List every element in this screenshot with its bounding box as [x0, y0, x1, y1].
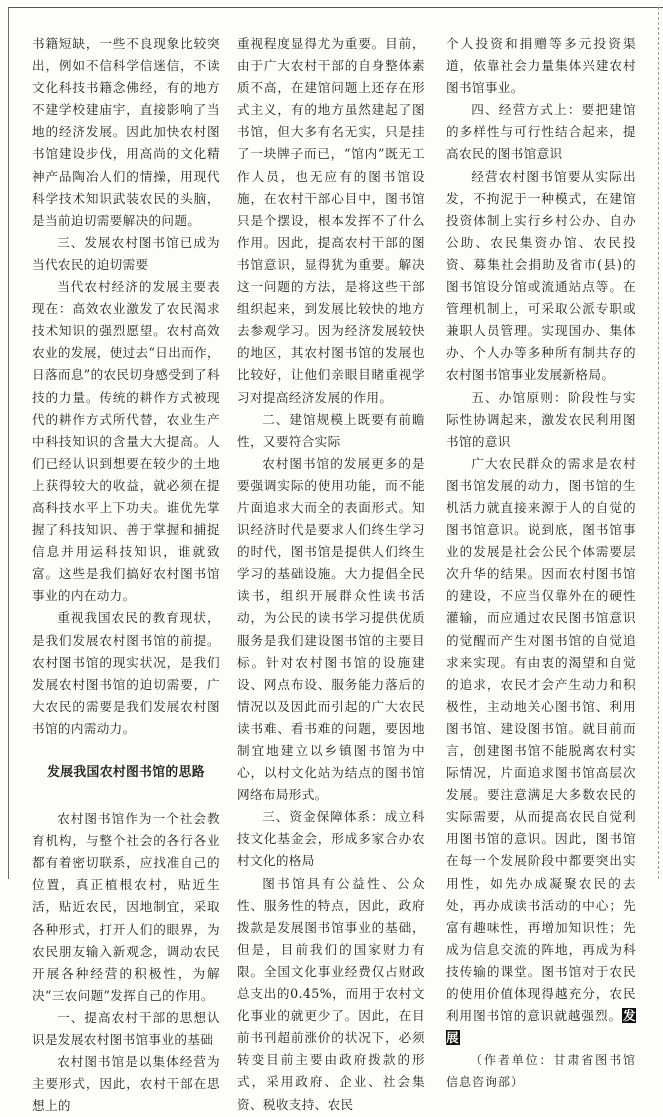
- final-paragraph: [446, 453, 636, 1050]
- subheading-3-funding: 三、资金保障体系：成立科技文化基金会，形成多家合办农村文化的格局: [237, 809, 425, 869]
- left-column: [32, 33, 220, 1117]
- paragraph: 图书馆具有公益性、公众性、服务性的特点，因此，政府拨款是发展图书馆事业的基础，但是，目前我们的国家财力有限。全国文化事业经费仅占财政总支出的0.45%，而用于农村文化事业的就更少了。因此，在目前书刊超前涨价的状况下，必须转变目前主要由政府拨款的形式，采用政府、企业、社会集资、税收支持、农民: [237, 875, 425, 1112]
- paragraph: 书籍短缺，一些不良现象比较突出，例如不信科学信迷信，不读文化科技书籍念佛经，有的地方不建学校建庙宇，直接影响了当地的经济发展。因此加快农村图书馆建设步伐，用高尚的文化精神产品陶冶人们的情操，用现代科学技术知识武装农民的头脑，是当前迫切需要解决的问题。: [32, 36, 220, 228]
- subheading-1: 一、提高农村干部的思想认识是发展农村图书馆事业的基础: [32, 1009, 220, 1048]
- subheading-5: 五、办馆原则：阶段性与实际性协调起来，激发农民利用图书馆的意识: [446, 389, 636, 449]
- subheading-2: 二、建馆规模上既要有前瞻性，又要符合实际: [237, 411, 425, 449]
- left-page-edge: [8, 7, 9, 879]
- right-page-edge: [658, 7, 659, 879]
- middle-column: [237, 33, 425, 1116]
- author-affiliation: （作者单位：甘肃省图书馆信息咨询部）: [446, 1053, 636, 1090]
- section-title: 发展我国农村图书馆的思路: [47, 765, 205, 780]
- paragraph: 当代农村经济的发展主要表现在：高效农业激发了农民渴求技术知识的强烈愿望。农村高效农业的发展，使过去“日出而作，日落而息”的农民切身感受到了科技的力量。传统的耕作方式被现代的耕作方式所代替，农业生产中科技知识的含量大大提高。人们已经认识到想要在较少的土地上获得较大的收益，就必须在提高科技水平上下功夫。谁优先掌握了科技知识、善于掌握和捕捉信息并用运科技知识，谁就致富。这些是我们搞好农村图书馆事业的内在动力。: [32, 279, 221, 604]
- end-mark-badge: 发展: [446, 1008, 636, 1046]
- paragraph: 个人投资和捐赠等多元投资渠道，依靠社会力量集体兴建农村图书馆事业。: [446, 36, 636, 96]
- top-rule: [8, 7, 663, 8]
- right-column: [446, 33, 636, 1094]
- subheading-3: 三、发展农村图书馆已成为当代农民的迫切需要: [32, 234, 220, 272]
- paragraph: 农村图书馆是以集体经营为主要形式，因此，农村干部在思想上的: [32, 1054, 220, 1114]
- paragraph-text: 广大农民群众的需求是农村图书馆发展的动力，图书馆的生机活力就直接来源于人的自觉的图书馆意识。说到底，图书馆事业的发展是社会公民个体需要层次升华的结果。因而农村图书馆的建设，不应当仅靠外在的硬性灌输，而应通过农民图书馆意识的觉醒而产生对图书馆的自觉追求来实现。有由衷的渴望和自觉的追求，农民才会产生动力和积极性，主动地关心图书馆、利用图书馆、建设图书馆。就目前而言，创建图书馆不能脱离农村实际情况，片面追求图书馆高层次发展。要注意满足大多数农民的实际需要，从而提高农民自觉利用图书馆的意识。因此，图书馆在每一个发展阶段中都要突出实用性，如先办成凝聚农民的去处，再办成读书活动的中心；先富有趣味性，再增加知识性；先成为信息交流的阵地，再成为科技传输的课堂。图书馆对于农民的使用价值体现得越充分，农民利用图书馆的意识就越强烈。: [446, 455, 636, 1024]
- paragraph: 重视程度显得尤为重要。目前，由于广大农村干部的自身整体素质不高，在建馆问题上还存在形式主义，有的地方虽然建起了图书馆，但大多有名无实，只是挂了一块牌子而已，“馆内”既无工作人员，也无应有的图书馆设施，在农村干部心目中，图书馆只是个摆设，根本发挥不了什么作用。因此，提高农村干部的图书馆意识，显得犹为重要。解决这一问题的方法，是将这些干部组织起来，到发展比较快的地方去参观学习。因为经济发展较快的地区，其农村图书馆的发展也比较好，让他们亲眼目睹重视学习对提高经济发展的作用。: [237, 36, 425, 405]
- paragraph: 农村图书馆作为一个社会教育机构，与整个社会的各行各业都有着密切联系，应找准自己的位置，真正植根农村，贴近生活，贴近农民，因地制宜，采取各种形式，打开人们的眼界，为农民朋友输入新观念，调动农民开展各种经营的积极性，为解决“三农问题”发挥自己的作用。: [32, 811, 220, 1003]
- paragraph: 经营农村图书馆要从实际出发，不拘泥于一种模式，在建馆投资体制上实行乡村公办、自办公助、农民集资办馆、农民投资、募集社会捐助及省市(县)的图书馆设分馆或流通站点等。在管理机制上，可采取公派专职或兼职人员管理。实现国办、集体办、个人办等多种所有制共存的农村图书馆事业发展新格局。: [446, 168, 636, 383]
- paragraph: 重视我国农民的教育现状，是我们发展农村图书馆的前提。农村图书馆的现实状况，是我们发展农村图书馆的迫切需要，广大农民的需要是我们发展农村图书馆的内需动力。: [32, 610, 220, 736]
- paragraph: 农村图书馆的发展更多的是要强调实际的使用功能，而不能片面追求大而全的表面形式。知识经济时代是要求人们终生学习的时代，图书馆是提供人们终生学习的基础设施。大力提倡全民读书，组织开展群众性读书活动，为公民的读书学习提供优质服务是我们建设图书馆的主要目标。针对农村图书馆的设施建设、网点布设、服务能力落后的情况以及因此而引起的广大农民读书难、看书难的问题，要因地制宜地建立以乡镇图书馆为中心，以村文化站为结点的图书馆网络布局形式。: [237, 455, 425, 803]
- subheading-4: 四、经营方式上：要把建馆的多样性与可行性结合起来，提高农民的图书馆意识: [446, 102, 636, 162]
